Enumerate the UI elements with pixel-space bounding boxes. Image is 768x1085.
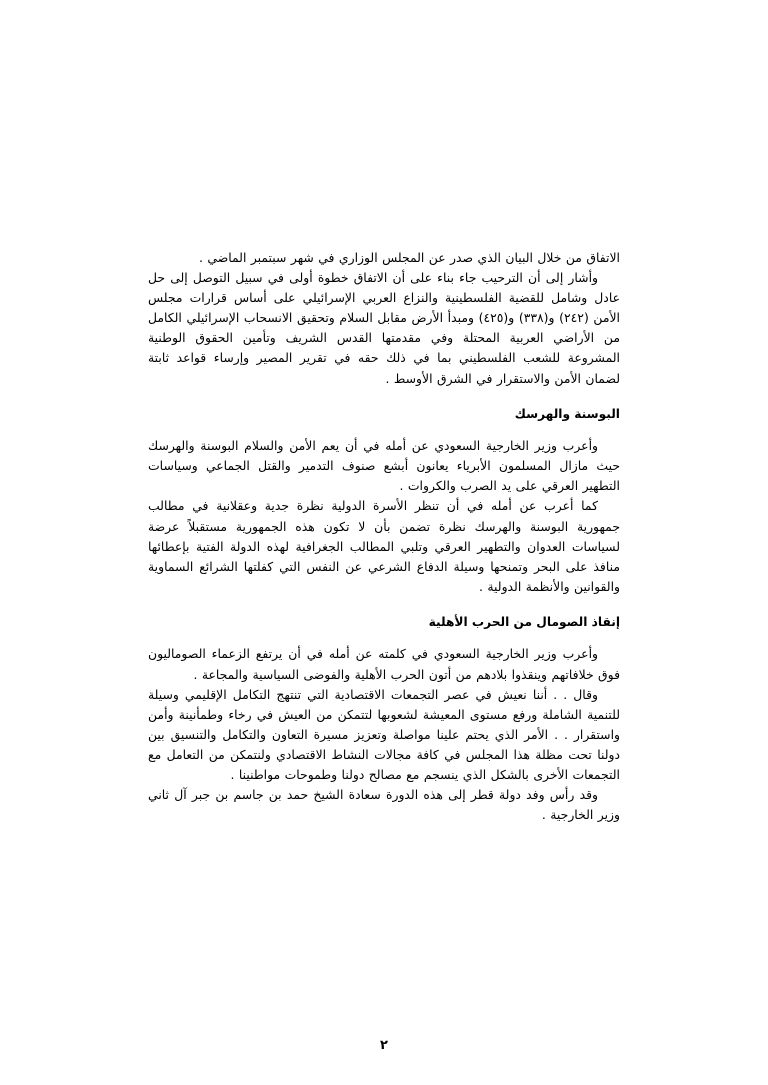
paragraph-economic-blocs: وقال . . أننا نعيش في عصر التجمعات الاقتصادية التي تنتهج التكامل الإقليمي وسيلة للتنمية الشاملة ورفع مستوى المعيشة لشعوبها لتتمكن من العيش في رخاء وطمأنينة وأمن واستقرار . . الأمر الذي يحتم علينا مواصلة وتعزيز مسيرة التعاون والتكامل والتنسيق بين دولنا تحت مظلة هذا المجلس في كافة مجالات النشاط الاقتصادي ولنتمكن من التعامل مع التجمعات الأخرى بالشكل الذي ينسجم مع مصالح دولنا وطموحات مواطنينا .	[148, 686, 620, 782]
section-heading-bosnia: البوسنة والهرسك	[514, 406, 620, 421]
section-heading-somalia: إنقاذ الصومال من الحرب الأهلية	[428, 614, 620, 629]
paragraph-bosnia-peace: وأعرب وزير الخارجية السعودي عن أمله في أن يعم الأمن والسلام البوسنة والهرسك حيث مازال المسلمون الأبرياء يعانون أبشع صنوف التدمير والقتل الجماعي وسياسات التطهير العرقي على يد الصرب والكروات .	[148, 438, 620, 494]
spacer	[148, 389, 620, 405]
paragraph-qatar-delegation: وقد رأس وفد دولة قطر إلى هذه الدورة سعادة الشيخ حمد بن جاسم بن جبر آل ثاني وزير الخارجية .	[148, 787, 620, 823]
spacer	[148, 597, 620, 613]
paragraph-somalia-hope: وأعرب وزير الخارجية السعودي في كلمته عن أمله في أن يرتفع الزعماء الصوماليون فوق خلافاتهم وينقذوا بلادهم من أتون الحرب الأهلية والفوضى السياسية والمجاعة .	[148, 646, 620, 682]
paragraph-continuation: الاتفاق من خلال البيان الذي صدر عن المجلس الوزاري في شهر سبتمبر الماضي .	[199, 250, 620, 265]
document-body	[148, 248, 620, 825]
paragraph-bosnia-demands: كما أعرب عن أمله في أن تنظر الأسرة الدولية نظرة جدية وعقلانية في مطالب جمهورية البوسنة والهرسك نظرة تضمن بأن لا تكون هذه الجمهورية مستقبلاً عرضة لسياسات العدوان والتطهير العرقي وتلبي المطالب الجغرافية لهذه الدولة الفتية بإعطائها منافذ على البحر وتمنحها وسيلة الدفاع الشرعي عن النفس التي كفلتها الشرائع السماوية والقوانين والأنظمة الدولية .	[148, 498, 620, 594]
spacer	[148, 632, 620, 644]
page-number: ٢	[380, 1038, 388, 1053]
paragraph-welcome-agreement: وأشار إلى أن الترحيب جاء بناء على أن الاتفاق خطوة أولى في سبيل التوصل إلى حل عادل وشامل للقضية الفلسطينية والنزاع العربي الإسرائيلي على أساس قرارات مجلس الأمن (٢٤٢) و(٣٣٨) و(٤٢٥) ومبدأ الأرض مقابل السلام وتحقيق الانسحاب الإسرائيلي الكامل من الأراضي العربية المحتلة وفي مقدمتها القدس الشريف وتأمين الحقوق الوطنية المشروعة للشعب الفلسطيني بما في ذلك حقه في تقرير المصير وإرساء قواعد ثابتة لضمان الأمن والاستقرار في الشرق الأوسط .	[148, 270, 620, 386]
spacer	[148, 424, 620, 436]
